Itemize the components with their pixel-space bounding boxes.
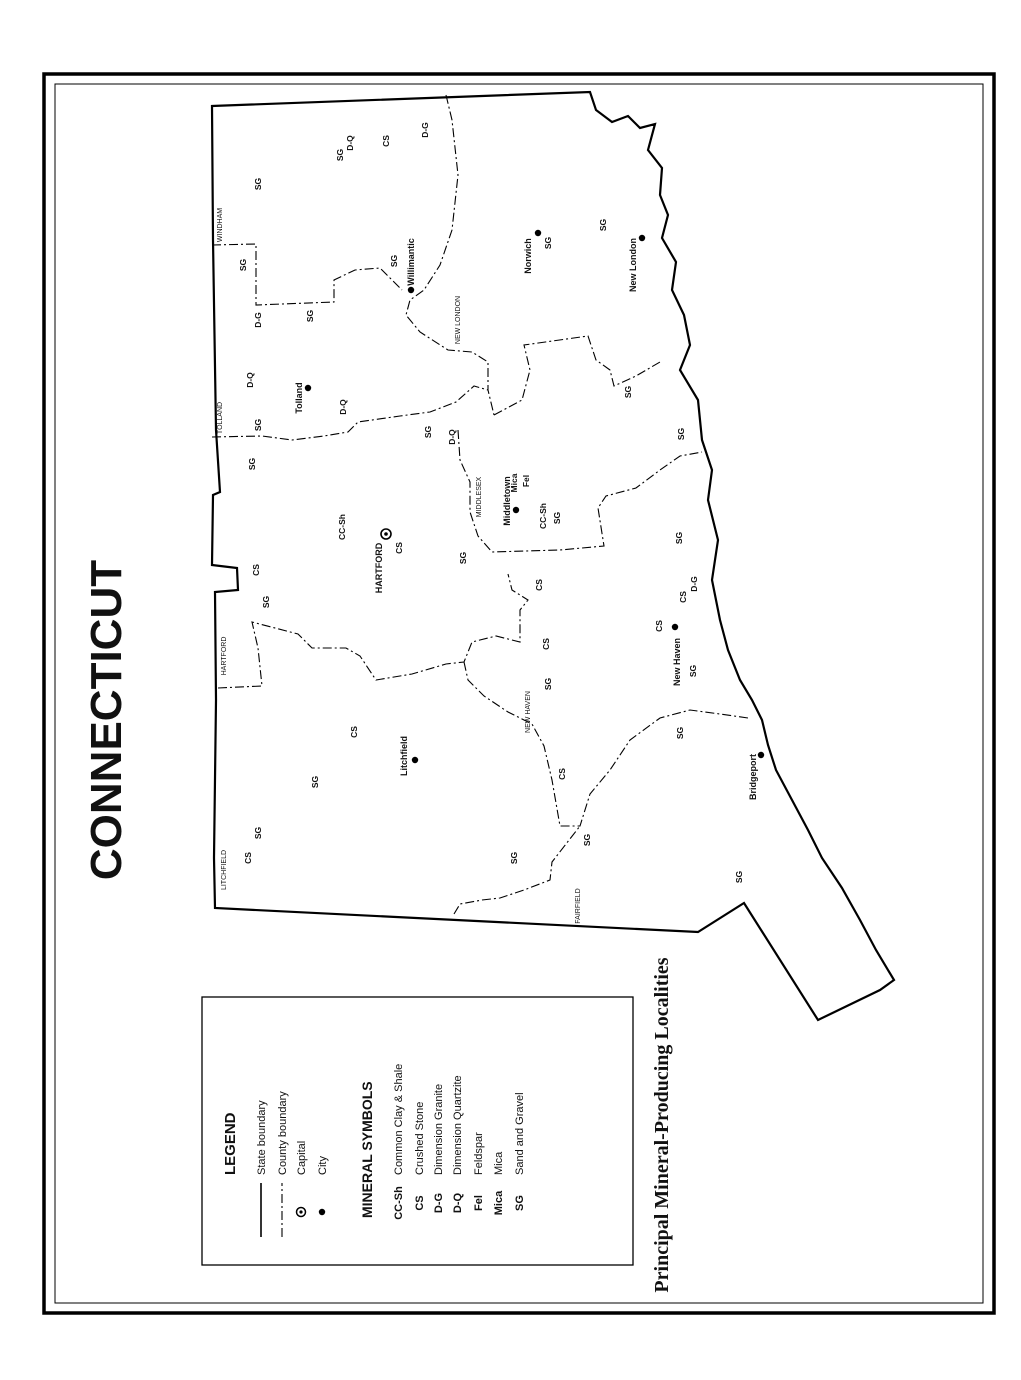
mineral-label: CS (381, 135, 391, 147)
mineral-label: D-Q (245, 372, 255, 388)
county-label-middlesex: MIDDLESEX (476, 476, 483, 518)
legend-county-boundary: County boundary (277, 1091, 289, 1175)
mineral-label: SG (582, 833, 592, 847)
city-label-hartford: HARTFORD (374, 542, 384, 594)
city-label-new-london: New London (628, 238, 638, 292)
mineral-label: D-Q (338, 399, 348, 415)
city-markers (305, 230, 764, 763)
symbol-code: Mica (493, 1190, 505, 1216)
mineral-label: SG (552, 511, 562, 525)
mineral-label: SG (674, 531, 684, 545)
symbol-code: D-Q (452, 1192, 464, 1214)
mineral-label: D-G (253, 312, 263, 328)
city-dot-litchfield (412, 757, 418, 763)
mineral-label: Mica (509, 473, 519, 493)
city-label-litchfield: Litchfield (399, 736, 409, 776)
mineral-label: CS (534, 579, 544, 591)
capital-marker-hartford (381, 529, 391, 539)
symbol-name: Feldspar (473, 1132, 485, 1175)
mineral-label: SG (253, 177, 263, 191)
city-label-bridgeport: Bridgeport (748, 754, 758, 800)
map-title: CONNECTICUT (82, 559, 131, 881)
mineral-labels (238, 122, 744, 883)
mineral-label: SG (676, 427, 686, 441)
mineral-label: SG (247, 457, 257, 471)
city-label-middletown: Middletown (502, 476, 512, 526)
city-label-new-haven: New Haven (672, 637, 682, 687)
city-dot-middletown (513, 507, 519, 513)
legend-city: City (317, 1156, 329, 1175)
mineral-label: SG (389, 254, 399, 268)
legend-state-boundary: State boundary (256, 1100, 268, 1175)
mineral-label: CS (678, 591, 688, 603)
city-dot-willimantic (408, 287, 414, 293)
mineral-label: SG (253, 826, 263, 840)
mineral-label: SG (335, 148, 345, 162)
mineral-label: SG (543, 236, 553, 250)
mineral-label: CS (251, 564, 261, 576)
symbol-code: CS (414, 1195, 426, 1211)
legend-capital: Capital (296, 1140, 308, 1175)
mineral-symbols-heading: MINERAL SYMBOLS (359, 1081, 375, 1218)
state-boundary (212, 92, 894, 1020)
city-dot-norwich (535, 230, 541, 236)
county-label-tolland: TOLLAND (217, 401, 224, 435)
city-label-tolland: Tolland (294, 382, 304, 414)
county-label-fairfield: FAIRFIELD (575, 888, 582, 924)
map-subtitle: Principal Mineral-Producing Localities (651, 957, 673, 1293)
legend (202, 997, 633, 1265)
mineral-label: SG (688, 664, 698, 678)
mineral-label: SG (675, 726, 685, 740)
city-dot-bridgeport (758, 752, 764, 758)
mineral-label: SG (543, 677, 553, 691)
mineral-label: SG (623, 385, 633, 399)
symbol-name: Dimension Granite (433, 1083, 445, 1175)
mineral-label: CS (243, 852, 253, 864)
mineral-label: SG (253, 418, 263, 432)
city-icon (319, 1209, 325, 1215)
symbol-name: Dimension Quartzite (452, 1075, 464, 1175)
mineral-label: SG (598, 218, 608, 232)
symbol-name: Mica (493, 1151, 505, 1175)
mineral-label: CS (541, 638, 551, 650)
county-label-hartford: HARTFORD (221, 636, 228, 676)
mineral-label: SG (458, 551, 468, 565)
mineral-label: Fel (521, 474, 531, 488)
legend-heading: LEGEND (222, 1112, 239, 1175)
city-label-norwich: Norwich (523, 238, 533, 274)
county-label-new-london: NEW LONDON (455, 295, 462, 345)
city-label-willimantic: Willimantic (406, 238, 416, 286)
mineral-label: SG (310, 775, 320, 789)
city-dot-tolland (305, 385, 311, 391)
mineral-label: SG (305, 309, 315, 323)
mineral-label: CS (654, 620, 664, 632)
mineral-label: D-Q (447, 429, 457, 445)
mineral-label: SG (261, 595, 271, 609)
mineral-label: SG (423, 425, 433, 439)
city-dot-new-london (639, 235, 645, 241)
mineral-label: D-G (420, 122, 430, 138)
county-label-litchfield: LITCHFIELD (221, 849, 228, 891)
mineral-label: CS (394, 542, 404, 554)
symbol-name: Crushed Stone (414, 1101, 426, 1175)
symbol-code: D-G (433, 1192, 445, 1214)
mineral-label: D-Q (345, 135, 355, 151)
mineral-label: CS (557, 768, 567, 780)
county-label-new-haven: NEW HAVEN (525, 691, 532, 733)
mineral-label: CC-Sh (337, 514, 347, 540)
mineral-label: SG (509, 851, 519, 865)
symbol-name: Sand and Gravel (514, 1092, 526, 1175)
county-labels (217, 208, 582, 924)
symbol-code: Fel (473, 1195, 485, 1211)
mineral-label: D-G (689, 576, 699, 592)
mineral-label: SG (238, 258, 248, 272)
county-label-windham: WINDHAM (217, 207, 224, 243)
symbol-code: CC-Sh (393, 1186, 405, 1220)
city-dot-new-haven (672, 624, 678, 630)
symbol-name: Common Clay & Shale (393, 1063, 405, 1175)
mineral-label: CS (349, 726, 359, 738)
mineral-label: CC-Sh (538, 503, 548, 529)
mineral-label: SG (734, 870, 744, 884)
symbol-code: SG (514, 1195, 526, 1211)
